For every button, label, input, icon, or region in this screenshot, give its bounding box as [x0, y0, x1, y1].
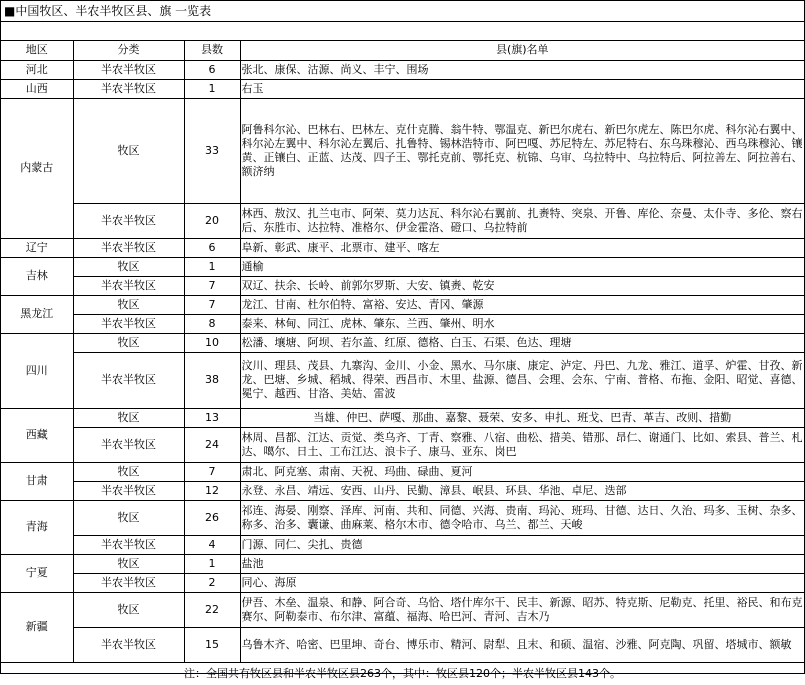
names-cell: 当雄、仲巴、萨嘎、那曲、嘉黎、聂荣、安多、申扎、班戈、巴青、革吉、改则、措勤: [240, 408, 804, 427]
table-row: [1, 592, 804, 627]
category-cell: 牧区: [73, 592, 184, 627]
table-row: [1, 333, 804, 352]
names-cell: 汶川、理县、茂县、九寨沟、金川、小金、黑水、马尔康、康定、泸定、丹巴、九龙、雅江、道孚、炉霍、甘孜、新龙、巴塘、乡城、稻城、得荣、西昌市、木里、盐源、德昌、会理、会东、宁南、普格、布拖、金阳、昭觉、喜德、冕宁、越西、甘洛、美姑、雷波: [240, 352, 804, 408]
table-row: [1, 481, 804, 500]
table-row: [1, 535, 804, 554]
table-row: [1, 60, 804, 79]
category-cell: 半农半牧区: [73, 535, 184, 554]
category-cell: 半农半牧区: [73, 627, 184, 662]
count-cell: 8: [184, 314, 240, 333]
count-cell: 38: [184, 352, 240, 408]
category-cell: 牧区: [73, 408, 184, 427]
region-cell: 新疆: [1, 592, 73, 662]
region-cell: 山西: [1, 79, 73, 98]
category-cell: 半农半牧区: [73, 427, 184, 462]
region-cell: 吉林: [1, 257, 73, 295]
region-cell: 河北: [1, 60, 73, 79]
table-row: [1, 573, 804, 592]
category-cell: 半农半牧区: [73, 60, 184, 79]
table-row: [1, 98, 804, 203]
names-cell: 龙江、甘南、杜尔伯特、富裕、安达、青冈、肇源: [240, 295, 804, 314]
names-cell: 阿鲁科尔沁、巴林右、巴林左、克什克腾、翁牛特、鄂温克、新巴尔虎右、新巴尔虎左、陈巴尔虎、科尔沁右翼中、科尔沁左翼中、科尔沁左翼后、扎鲁特、锡林浩特市、阿巴嘎、苏尼特左、苏尼特右、东乌珠穆沁、西乌珠穆沁、镶黄、正镶白、正蓝、达茂、四子王、鄂托克前、鄂托克、杭锦、乌审、乌拉特中、乌拉特后、阿拉善左、阿拉善右、额济纳: [240, 98, 804, 203]
category-cell: 牧区: [73, 257, 184, 276]
table-row: [1, 203, 804, 238]
names-cell: 伊吾、木垒、温泉、和静、阿合奇、乌恰、塔什库尔干、民丰、新源、昭苏、特克斯、尼勒克、托里、裕民、和布克赛尔、阿勒泰市、布尔津、富蕴、福海、哈巴河、青河、吉木乃: [240, 592, 804, 627]
table-row: [1, 627, 804, 662]
count-cell: 12: [184, 481, 240, 500]
category-cell: 牧区: [73, 554, 184, 573]
header-names: 县(旗)名单: [240, 41, 804, 60]
names-cell: 张北、康保、沽源、尚义、丰宁、围场: [240, 60, 804, 79]
count-cell: 15: [184, 627, 240, 662]
names-cell: 门源、同仁、尖扎、贵德: [240, 535, 804, 554]
table-row: [1, 79, 804, 98]
count-cell: 20: [184, 203, 240, 238]
table-row: [1, 352, 804, 408]
names-cell: 乌鲁木齐、哈密、巴里坤、奇台、博乐市、精河、尉犁、且末、和硕、温宿、沙雅、阿克陶、巩留、塔城市、额敏: [240, 627, 804, 662]
count-cell: 2: [184, 573, 240, 592]
count-cell: 24: [184, 427, 240, 462]
table-row: [1, 314, 804, 333]
region-cell: 四川: [1, 333, 73, 408]
category-cell: 半农半牧区: [73, 238, 184, 257]
names-cell: 肃北、阿克塞、肃南、天祝、玛曲、碌曲、夏河: [240, 462, 804, 481]
region-cell: 宁夏: [1, 554, 73, 592]
page-title: ■中国牧区、半农半牧区县、旗 一览表: [1, 1, 804, 22]
table-row: [1, 462, 804, 481]
header-category: 分类: [73, 41, 184, 60]
count-cell: 22: [184, 592, 240, 627]
count-cell: 1: [184, 79, 240, 98]
region-cell: 黑龙江: [1, 295, 73, 333]
region-cell: 辽宁: [1, 238, 73, 257]
header-region: 地区: [1, 41, 73, 60]
count-cell: 1: [184, 257, 240, 276]
names-cell: 祁连、海晏、刚察、泽库、河南、共和、同德、兴海、贵南、玛沁、班玛、甘德、达日、久治、玛多、玉树、杂多、称多、治多、囊谦、曲麻莱、格尔木市、德令哈市、乌兰、都兰、天峻: [240, 500, 804, 535]
count-cell: 26: [184, 500, 240, 535]
header-count: 县数: [184, 41, 240, 60]
category-cell: 半农半牧区: [73, 481, 184, 500]
category-cell: 半农半牧区: [73, 352, 184, 408]
count-cell: 4: [184, 535, 240, 554]
names-cell: 林周、昌都、江达、贡觉、类乌齐、丁青、察雅、八宿、曲松、措美、错那、昂仁、谢通门、比如、索县、普兰、札达、噶尔、日土、工布江达、浪卡子、康马、亚东、岗巴: [240, 427, 804, 462]
names-cell: 同心、海原: [240, 573, 804, 592]
names-cell: 盐池: [240, 554, 804, 573]
names-cell: 泰来、林甸、同江、虎林、肇东、兰西、肇州、明水: [240, 314, 804, 333]
table-row: [1, 238, 804, 257]
names-cell: 永登、永昌、靖远、安西、山丹、民勤、漳县、岷县、环县、华池、卓尼、迭部: [240, 481, 804, 500]
names-cell: 双辽、扶余、长岭、前郭尔罗斯、大安、镇赉、乾安: [240, 276, 804, 295]
category-cell: 半农半牧区: [73, 573, 184, 592]
count-cell: 7: [184, 276, 240, 295]
category-cell: 牧区: [73, 333, 184, 352]
table-row: [1, 500, 804, 535]
count-cell: 7: [184, 462, 240, 481]
count-cell: 6: [184, 238, 240, 257]
names-cell: 右玉: [240, 79, 804, 98]
table-row: [1, 408, 804, 427]
region-cell: 西藏: [1, 408, 73, 462]
table-header-row: [1, 41, 804, 60]
header-spacer: [1, 22, 804, 41]
category-cell: 半农半牧区: [73, 314, 184, 333]
category-cell: 牧区: [73, 500, 184, 535]
count-cell: 7: [184, 295, 240, 314]
summary-note: 注：全国共有牧区县和半农半牧区县263个，其中：牧区县120个；半农半牧区县143个。: [184, 666, 621, 680]
count-cell: 33: [184, 98, 240, 203]
category-cell: 半农半牧区: [73, 203, 184, 238]
category-cell: 牧区: [73, 462, 184, 481]
table-row: [1, 427, 804, 462]
category-cell: 牧区: [73, 98, 184, 203]
region-cell: 内蒙古: [1, 98, 73, 238]
region-cell: 青海: [1, 500, 73, 554]
category-cell: 半农半牧区: [73, 276, 184, 295]
names-cell: 通榆: [240, 257, 804, 276]
count-cell: 1: [184, 554, 240, 573]
table-row: [1, 295, 804, 314]
count-cell: 13: [184, 408, 240, 427]
count-cell: 6: [184, 60, 240, 79]
category-cell: 牧区: [73, 295, 184, 314]
table-row: [1, 276, 804, 295]
table-row: [1, 257, 804, 276]
count-cell: 10: [184, 333, 240, 352]
names-cell: 阜新、彰武、康平、北票市、建平、喀左: [240, 238, 804, 257]
county-table: [1, 41, 804, 663]
region-cell: 甘肃: [1, 462, 73, 500]
names-cell: 松潘、壤塘、阿坝、若尔盖、红原、德格、白玉、石渠、色达、理塘: [240, 333, 804, 352]
table-row: [1, 554, 804, 573]
names-cell: 林西、敖汉、扎兰屯市、阿荣、莫力达瓦、科尔沁右翼前、扎赉特、突泉、开鲁、库伦、奈曼、太仆寺、多伦、察右后、东胜市、达拉特、准格尔、伊金霍洛、磴口、乌拉特前: [240, 203, 804, 238]
category-cell: 半农半牧区: [73, 79, 184, 98]
